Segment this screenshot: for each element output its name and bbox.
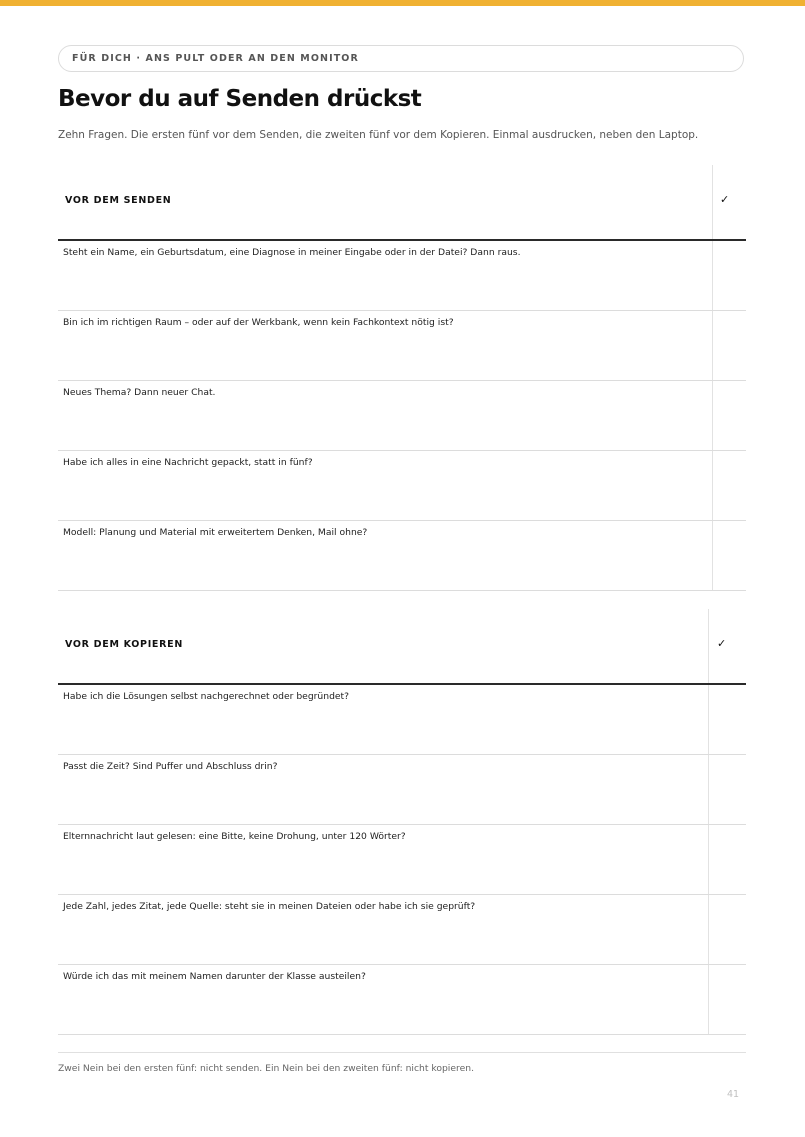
section-title: VOR DEM SENDEN xyxy=(65,195,172,206)
page-title: Bevor du auf Senden drückst xyxy=(58,86,422,112)
checklist-row xyxy=(58,381,746,451)
question-text: Habe ich alles in eine Nachricht gepackt, statt in fünf? xyxy=(63,457,313,468)
checklist-row xyxy=(58,241,746,311)
question-text: Würde ich das mit meinem Namen darunter der Klasse austeilen? xyxy=(63,971,366,982)
check-column-header: ✓ xyxy=(717,637,727,650)
checklist-row xyxy=(58,311,746,381)
question-text: Bin ich im richtigen Raum – oder auf der Werkbank, wenn kein Fachkontext nötig ist? xyxy=(63,317,454,328)
kicker-text: FÜR DICH · ANS PULT ODER AN DEN MONITOR xyxy=(72,53,359,64)
checklist-row xyxy=(58,965,746,1035)
question-text: Neues Thema? Dann neuer Chat. xyxy=(63,387,216,398)
check-column-header: ✓ xyxy=(720,193,730,206)
question-text: Steht ein Name, ein Geburtsdatum, eine Diagnose in meiner Eingabe oder in der Datei? Dann raus. xyxy=(63,247,521,258)
checklist-section-kopieren xyxy=(58,609,746,1035)
section-header xyxy=(58,609,746,685)
kicker-pill xyxy=(58,45,744,72)
page-number: 41 xyxy=(727,1089,740,1100)
checklist-section-senden xyxy=(58,165,746,591)
checklist-row xyxy=(58,685,746,755)
question-text: Modell: Planung und Material mit erweitertem Denken, Mail ohne? xyxy=(63,527,368,538)
footer-divider xyxy=(58,1052,746,1053)
intro-text: Zehn Fragen. Die ersten fünf vor dem Senden, die zweiten fünf vor dem Kopieren. Einmal ausdrucken, neben den Laptop. xyxy=(58,129,699,141)
section-title: VOR DEM KOPIEREN xyxy=(65,639,183,650)
question-text: Passt die Zeit? Sind Puffer und Abschluss drin? xyxy=(63,761,278,772)
footer-note: Zwei Nein bei den ersten fünf: nicht senden. Ein Nein bei den zweiten fünf: nicht kopieren. xyxy=(58,1063,474,1074)
question-text: Habe ich die Lösungen selbst nachgerechnet oder begründet? xyxy=(63,691,350,702)
question-text: Jede Zahl, jedes Zitat, jede Quelle: steht sie in meinen Dateien oder habe ich sie geprüft? xyxy=(63,901,476,912)
question-text: Elternnachricht laut gelesen: eine Bitte, keine Drohung, unter 120 Wörter? xyxy=(63,831,406,842)
section-header xyxy=(58,165,746,241)
checklist-row xyxy=(58,755,746,825)
checklist-row xyxy=(58,451,746,521)
accent-stripe xyxy=(0,0,805,6)
checklist-row xyxy=(58,825,746,895)
checklist-row xyxy=(58,895,746,965)
checklist-row xyxy=(58,521,746,591)
